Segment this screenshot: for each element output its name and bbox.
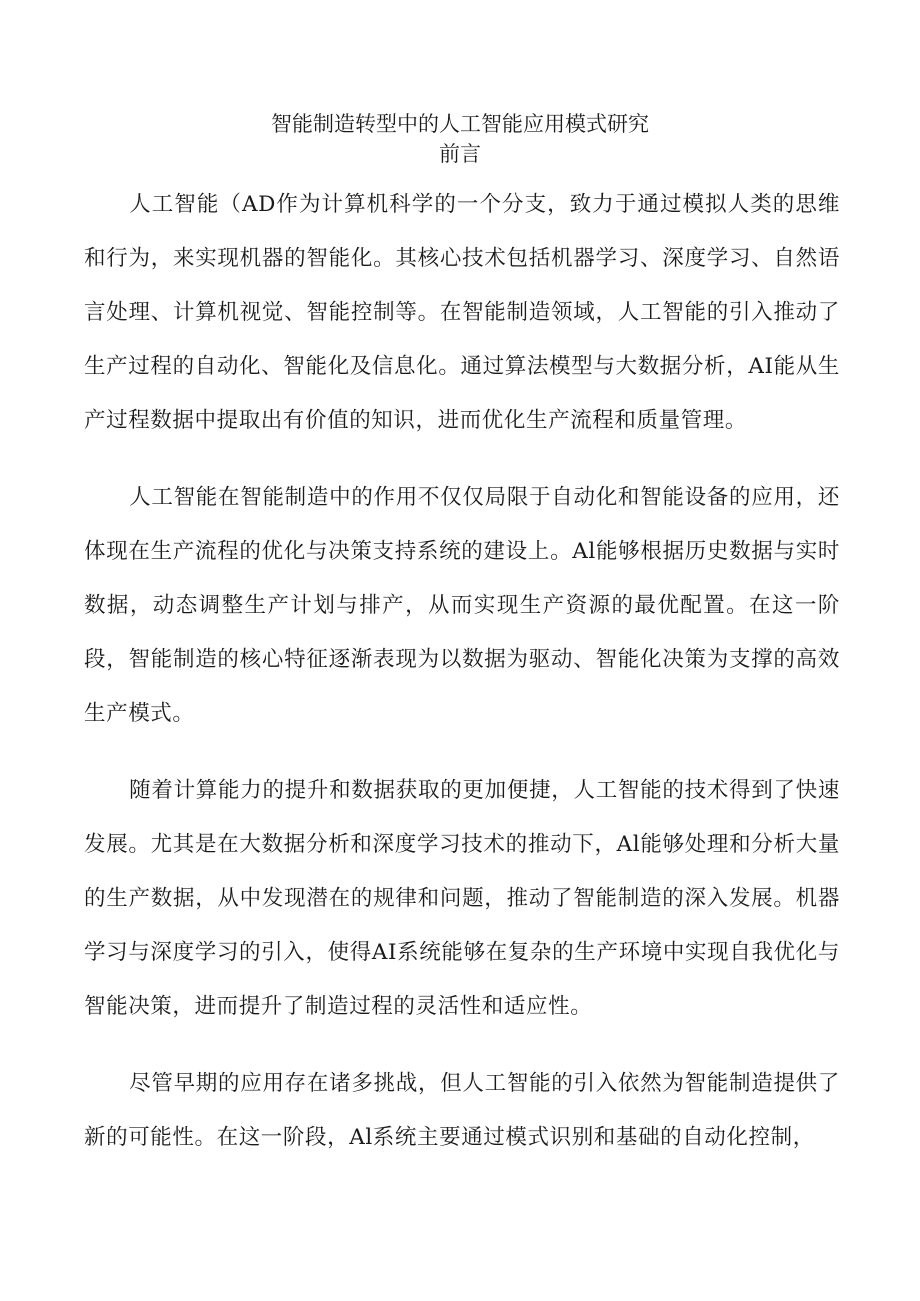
paragraph-4: 尽管早期的应用存在诸多挑战，但人工智能的引入依然为智能制造提供了新的可能性。在这一阶段，Al系统主要通过模式识别和基础的自动化控制，	[84, 1071, 840, 1150]
document-title: 智能制造转型中的人工智能应用模式研究	[271, 112, 649, 136]
paragraph-2: 人工智能在智能制造中的作用不仅仅局限于自动化和智能设备的应用，还体现在生产流程的优化与决策支持系统的建设上。Al能够根据历史数据与实时数据，动态调整生产计划与排产，从而实现生产资源的最优配置。在这一阶段，智能制造的核心特征逐渐表现为以数据为驱动、智能化决策为支撑的高效生产模式。	[84, 485, 840, 726]
paragraph-1: 人工智能（AD作为计算机科学的一个分支，致力于通过模拟人类的思维和行为，来实现机器的智能化。其核心技术包括机器学习、深度学习、自然语言处理、计算机视觉、智能控制等。在智能制造领域，人工智能的引入推动了生产过程的自动化、智能化及信息化。通过算法模型与大数据分析，AI能从生产过程数据中提取出有价值的知识，进而优化生产流程和质量管理。	[84, 192, 840, 433]
section-heading: 前言	[439, 142, 481, 166]
paragraph-3: 随着计算能力的提升和数据获取的更加便捷，人工智能的技术得到了快速发展。尤其是在大数据分析和深度学习技术的推动下，Al能够处理和分析大量的生产数据，从中发现潜在的规律和问题，推动了智能制造的深入发展。机器学习与深度学习的引入，使得AI系统能够在复杂的生产环境中实现自我优化与智能决策，进而提升了制造过程的灵活性和适应性。	[84, 778, 840, 1019]
document-body	[84, 178, 840, 1188]
